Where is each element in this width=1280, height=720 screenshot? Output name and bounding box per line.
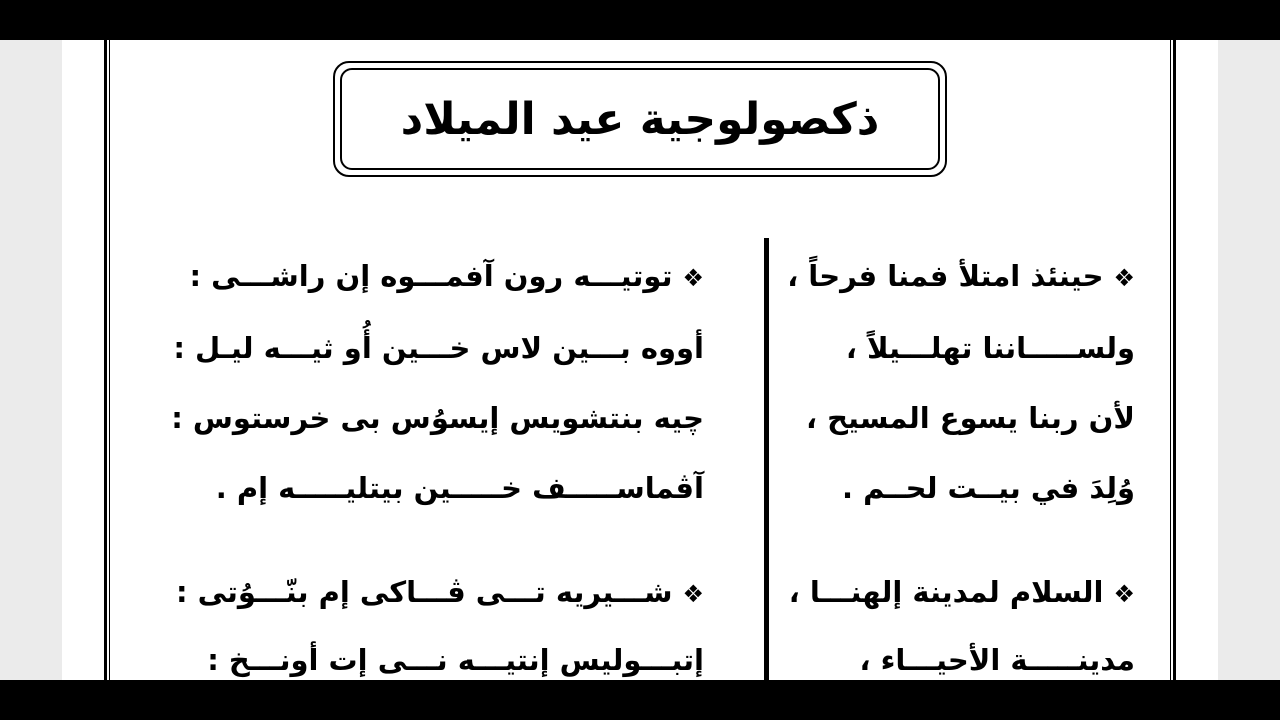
diamond-bullet-icon: ❖: [682, 264, 704, 292]
stanza-1-left-line-4: آڤماســـــف خـــــين بيتليـــــه إم .: [215, 471, 704, 505]
right-border-rule-thin: [1170, 40, 1171, 680]
stanza-1-left-line-1: ❖توتيـــه رون آفمـــوه إن راشـــى :: [189, 259, 704, 293]
column-divider: [764, 238, 769, 680]
stanza-2-left-line-1: ❖شـــيريه تـــى ڤـــاكى إم بنّـــوُتى :: [175, 575, 704, 609]
title-frame-inner: [340, 68, 940, 170]
bottom-letterbox: [0, 680, 1280, 720]
stanza-1-left-line-3: چيه بنتشويس إيسوُس بى خرستوس :: [171, 401, 704, 435]
stanza-2-right-line-1: ❖السلام لمدينة إلهنـــا ،: [788, 575, 1135, 609]
top-letterbox: [0, 0, 1280, 40]
document-page: [0, 40, 1280, 680]
stanza-2-left-line-2: إتبـــوليس إنتيـــه نـــى إت أونـــخ :: [207, 643, 704, 677]
stanza-1-right-line-3: لأن ربنا يسوع المسيح ،: [806, 401, 1135, 435]
stanza-1-right-line-4: وُلِدَ في بيــت لحــم .: [841, 471, 1135, 505]
left-border-rule: [104, 40, 107, 680]
stanza-2-right-line-2: مدينـــــة الأحيـــاء ،: [859, 643, 1135, 677]
stanza-1-left-line-2: أووه بـــين لاس خـــين أُو ثيـــه ليـل :: [173, 331, 704, 365]
stanza-1-right-line-2: ولســـــاننا تهلـــيلاً ،: [845, 331, 1135, 365]
diamond-bullet-icon: ❖: [1113, 264, 1135, 292]
left-border-rule-thin: [109, 40, 110, 680]
title-frame: [333, 61, 947, 177]
right-border-rule: [1173, 40, 1176, 680]
diamond-bullet-icon: ❖: [1113, 580, 1135, 608]
page-title: ذكصولوجية عيد الميلاد: [400, 93, 880, 145]
stanza-1-right-line-1: ❖حينئذ امتلأ فمنا فرحاً ،: [787, 259, 1135, 293]
diamond-bullet-icon: ❖: [682, 580, 704, 608]
